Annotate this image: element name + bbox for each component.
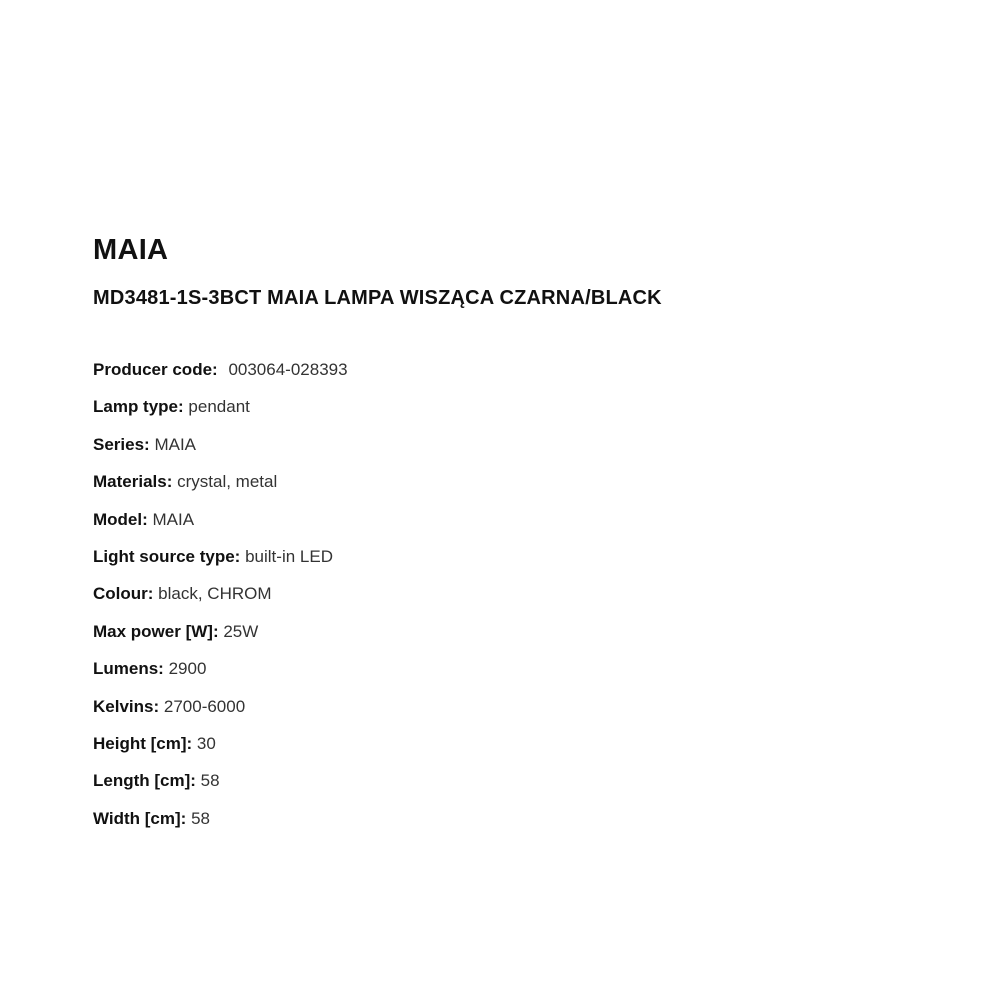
spec-label: Lumens: xyxy=(93,659,164,679)
product-title: MAIA xyxy=(93,234,169,266)
spec-label: Width [cm]: xyxy=(93,808,187,828)
spec-max-power xyxy=(93,621,662,658)
spec-value: MAIA xyxy=(152,509,195,529)
spec-label: Colour: xyxy=(93,584,154,604)
spec-value: pendant xyxy=(188,397,250,417)
spec-height xyxy=(93,733,662,770)
spec-label: Max power [W]: xyxy=(93,621,219,641)
spec-label: Producer code: xyxy=(93,360,218,379)
spec-label: Series: xyxy=(93,434,150,454)
spec-label: Model: xyxy=(93,509,148,529)
spec-value: built-in LED xyxy=(245,546,333,566)
spec-width xyxy=(93,808,662,845)
product-info xyxy=(93,232,662,845)
product-subtitle: MD3481-1S-3BCT MAIA LAMPA WISZĄCA CZARNA/BLACK xyxy=(93,287,662,309)
spec-colour xyxy=(93,583,662,620)
spec-value: 2900 xyxy=(168,659,207,679)
spec-label: Height [cm]: xyxy=(93,733,193,753)
spec-producer-code xyxy=(93,359,662,396)
spec-label: Light source type: xyxy=(93,546,241,566)
spec-light-source-type xyxy=(93,546,662,583)
spec-label: Kelvins: xyxy=(93,696,160,716)
spec-series xyxy=(93,434,662,471)
spec-length xyxy=(93,770,662,807)
spec-label: Materials: xyxy=(93,472,173,492)
spec-value: 58 xyxy=(191,808,210,828)
spec-lamp-type xyxy=(93,396,662,433)
spec-model xyxy=(93,509,662,546)
spec-label: Length [cm]: xyxy=(93,771,196,791)
spec-kelvins xyxy=(93,696,662,733)
spec-value: black, CHROM xyxy=(158,584,272,604)
spec-list xyxy=(93,359,662,845)
spec-value: 25W xyxy=(223,621,259,641)
spec-materials xyxy=(93,471,662,508)
spec-value: 2700-6000 xyxy=(163,696,246,716)
spec-value: 003064-028393 xyxy=(228,360,348,379)
spec-value: 30 xyxy=(196,733,216,753)
spec-lumens xyxy=(93,658,662,695)
spec-value: 58 xyxy=(200,771,220,791)
spec-label: Lamp type: xyxy=(93,397,184,417)
spec-value: crystal, metal xyxy=(177,472,278,492)
spec-value: MAIA xyxy=(154,434,196,454)
